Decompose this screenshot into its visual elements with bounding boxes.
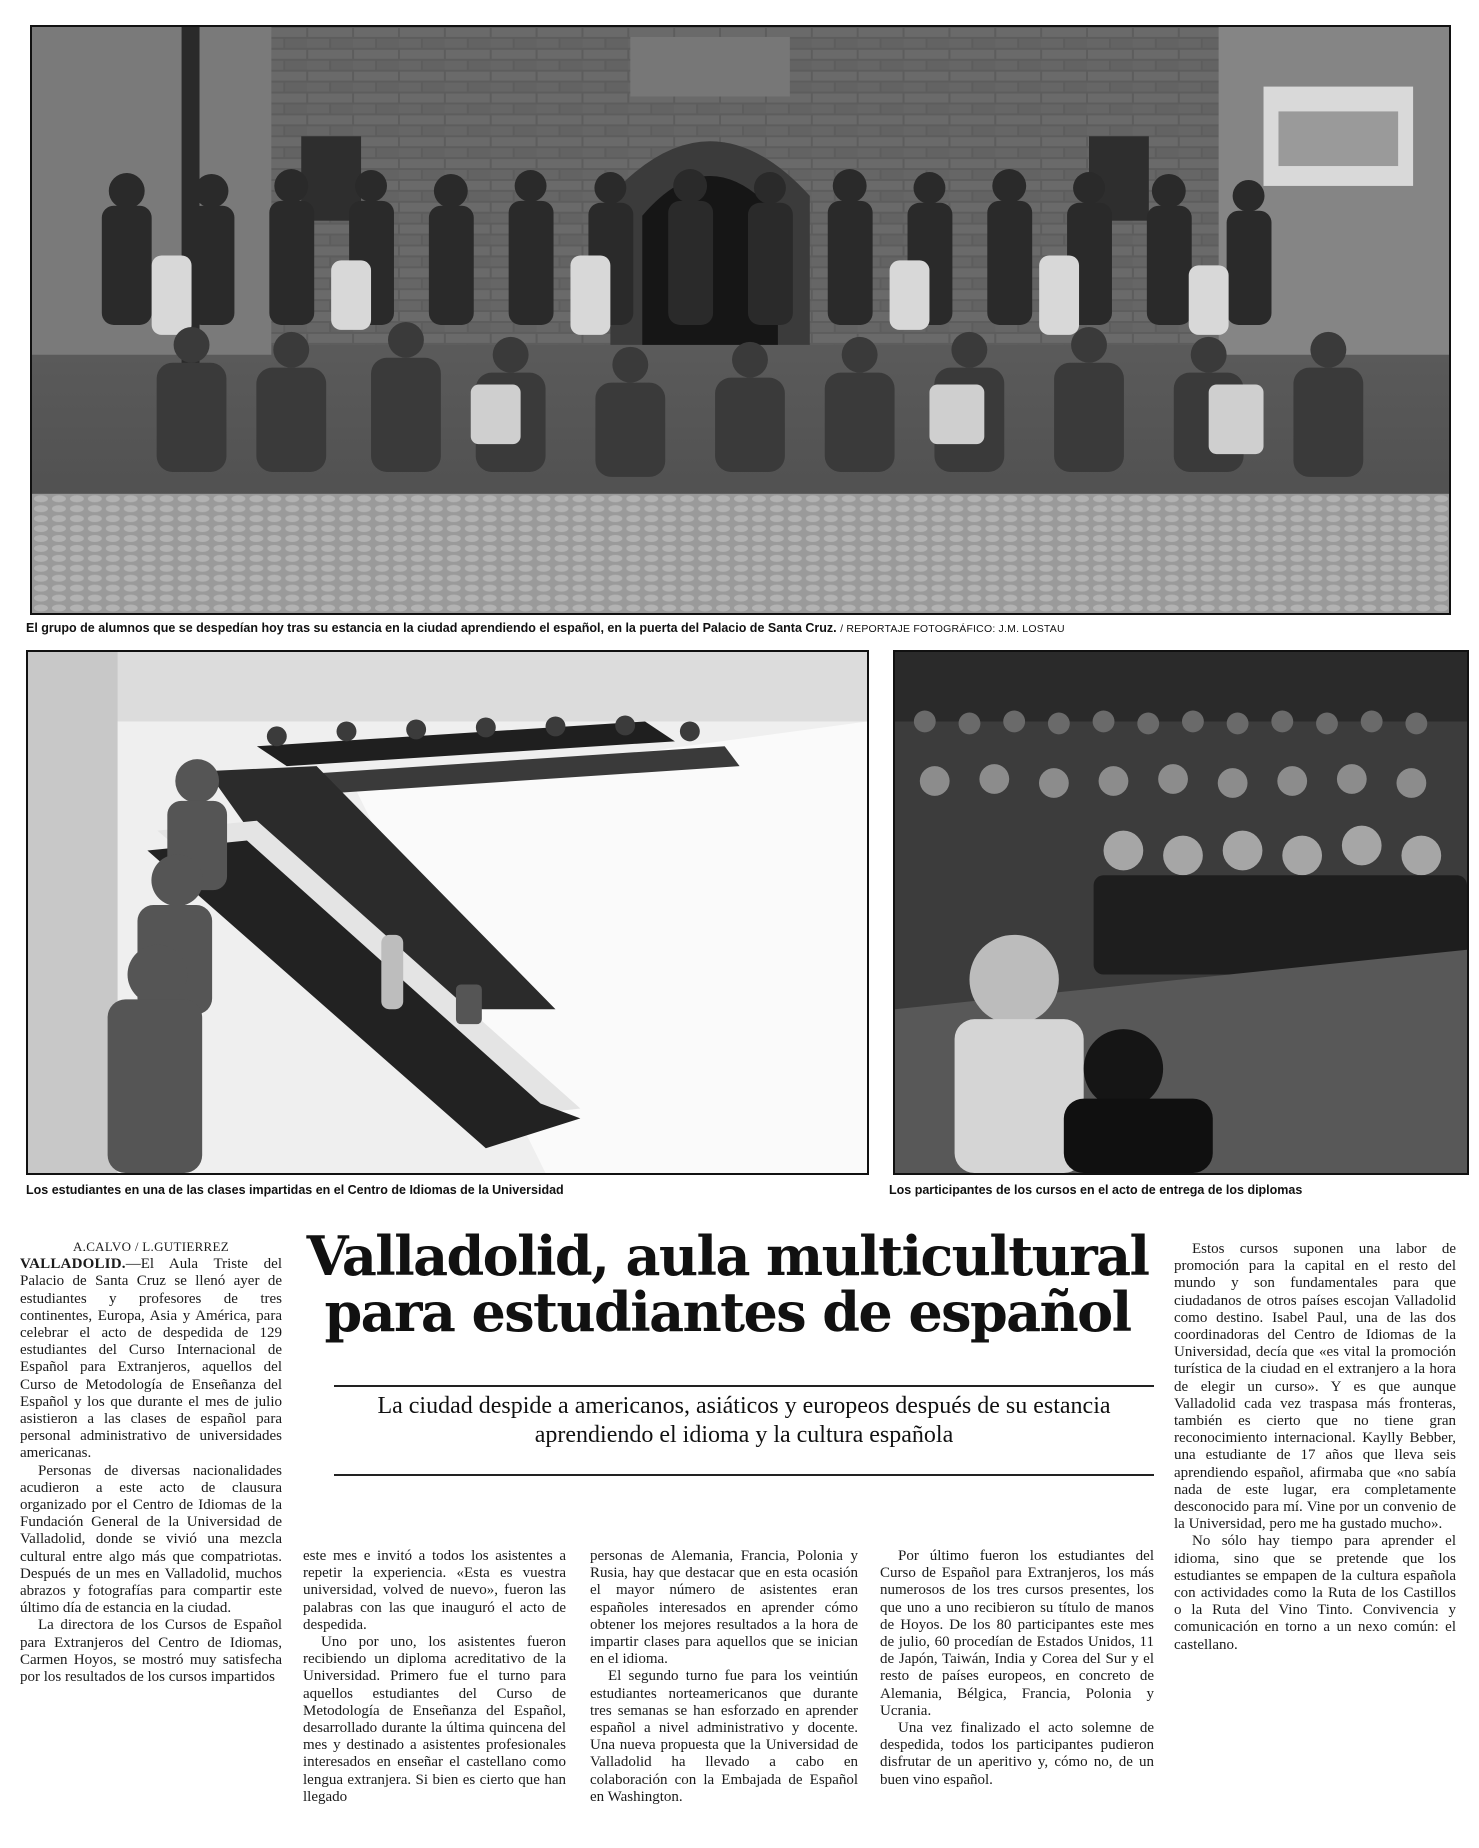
article-column-4	[880, 1548, 1154, 1789]
paragraph: No sólo hay tiempo para aprender el idioma, sino que se pretende que los estudiantes se empapen de la cultura española con actividades como la Ruta de los Castillos o la Ruta del Vino Tinto. Convivencia y comunicación en torno a un nexo común: el castellano.	[1174, 1533, 1456, 1653]
photo-credit: / REPORTAJE FOTOGRÁFICO: J.M. LOSTAU	[840, 623, 1065, 635]
article-column-5	[1174, 1241, 1456, 1654]
paragraph: El segundo turno fue para los veintiún estudiantes norteamericanos que durante tres semanas se han esforzado en aprender español a nivel administrativo y docente. Una nueva propuesta que la Universidad de Valladolid ha llevado a cabo en colaboración con la Embajada de Español en Washington.	[590, 1668, 858, 1805]
article-column-1	[20, 1238, 282, 1686]
paragraph: Personas de diversas nacionalidades acudieron a este acto de clausura organizado por el Centro de Idiomas de la Fundación General de la Universidad de Valladolid, donde se vivió una mezcla cultural entre algo más que compatriotas. Después de un mes en Valladolid, muchos abrazos y fotografías para compartir este último día de estancia en la ciudad.	[20, 1462, 282, 1617]
dateline: VALLADOLID.	[20, 1256, 126, 1273]
paragraph: Estos cursos suponen una labor de promoción para la capital en el resto del mundo y son fundamentales para que ciudadanos de otros países escojan Valladolid como destino. Isabel Paul, una de las dos coordinadoras del Centro de Idiomas de la Universidad, decía que «es vital la promoción turística de la ciudad en el extranjero a la hora de elegir un curso». Y es que aunque Valladolid cada vez traspasa más fronteras, también es cierto que no tiene gran reconocimiento internacional. Kaylly Bebber, una estudiante de 17 años que lleva seis aprendiendo español, afirmaba que «no sabía nada de este lugar, era completamente desconocido para mí. Vine por un convenio de la Universidad, pero me ha gustado mucho».	[1174, 1241, 1456, 1533]
paragraph: La directora de los Cursos de Español para Extranjeros del Centro de Idiomas, Carmen Hoyos, se mostró muy satisfecha por los resultados de los cursos impartidos	[20, 1617, 282, 1686]
ceremony-photo-caption: Los participantes de los cursos en el acto de entrega de los diplomas	[889, 1183, 1303, 1197]
article-column-2	[303, 1548, 566, 1806]
subhead-top-rule	[334, 1385, 1154, 1387]
diploma-ceremony-photo	[893, 650, 1469, 1175]
main-photo-caption	[26, 621, 1065, 635]
paragraph: Por último fueron los estudiantes del Curso de Español para Extranjeros, los más numerosos de los tres cursos presentes, los que uno a uno recibieron su título de manos de Hoyos. De los 80 participantes este mes de julio, 60 procedían de Estados Unidos, 11 de Japón, Taiwán, India y Corea del Sur y el resto de países europeos, en concreto de Alemania, Bélgica, Francia, Polonia y Ucrania.	[880, 1548, 1154, 1719]
classroom-photo	[26, 650, 869, 1175]
byline: A.CALVO / L.GUTIERREZ	[72, 1239, 230, 1254]
paragraph: Uno por uno, los asistentes fueron recibiendo un diploma acreditativo de la Universidad. Primero fue el turno para aquellos estudiantes del Curso de Metodología de Enseñanza del Español, desarrollado durante la última quincena del mes y destinado a asistentes profesionales interesados en enseñar el castellano como lengua extranjera. Si bien es cierto que han llegado	[303, 1634, 566, 1805]
group-photo-palacio-santa-cruz	[30, 25, 1451, 615]
paragraph: Una vez finalizado el acto solemne de despedida, todos los participantes pudieron disfrutar de un aperitivo y, cómo no, de un buen vino español.	[880, 1720, 1154, 1788]
paragraph: este mes e invitó a todos los asistentes a repetir la experiencia. «Esta es vuestra universidad, volved de nuevo», fueron las palabras con las que inauguró el acto de despedida.	[303, 1548, 566, 1633]
classroom-photo-caption: Los estudiantes en una de las clases impartidas en el Centro de Idiomas de la Universidad	[26, 1183, 564, 1197]
subhead-bottom-rule	[334, 1474, 1154, 1476]
article-headline: Valladolid, aula multicultural para estudiantes de español	[306, 1224, 1149, 1344]
article-subhead: La ciudad despide a americanos, asiáticos y europeos después de su estancia aprendiendo el idioma y la cultura española	[377, 1393, 1111, 1448]
paragraph	[20, 1256, 282, 1462]
paragraph: personas de Alemania, Francia, Polonia y Rusia, hay que destacar que en esta ocasión el mayor número de asistentes eran españoles interesados en aprender cómo obtener los mejores resultados a la hora de impartir clases para aquellos que se inician en el idioma.	[590, 1548, 858, 1668]
paragraph-text: —El Aula Triste del Palacio de Santa Cruz se llenó ayer de estudiantes y profesores de tres continentes, Europa, Asia y América, para celebrar el acto de despedida de 129 estudiantes del Curso Internacional de Español para Extranjeros, aquellos del Curso de Metodología de Enseñanza del Español y los que durante el mes de julio asistieron a las clases de español para personal administrativo de universidades americanas.	[20, 1256, 282, 1462]
article-column-3	[590, 1548, 858, 1806]
main-caption-text: El grupo de alumnos que se despedían hoy tras su estancia en la ciudad aprendiendo el español, en la puerta del Palacio de Santa Cruz.	[26, 621, 837, 635]
